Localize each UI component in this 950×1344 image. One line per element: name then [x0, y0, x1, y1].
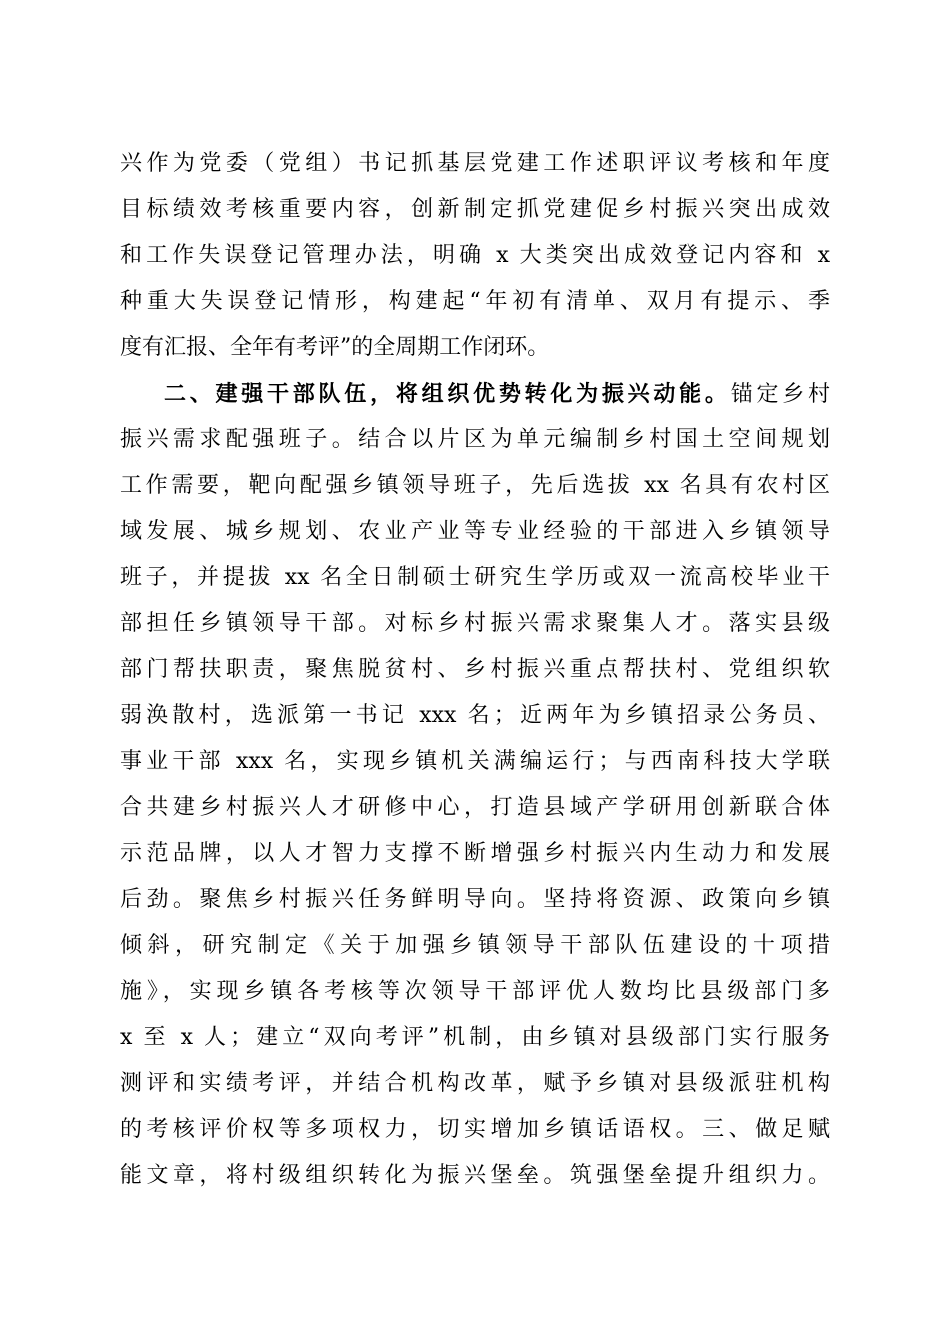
text-line: 部担任乡镇领导干部。对标乡村振兴需求聚集人才。落实县级 [120, 611, 830, 636]
text-line: 部门帮扶职责，聚焦脱贫村、乡村振兴重点帮扶村、党组织软 [120, 657, 830, 682]
text-line: 工作需要，靶向配强乡镇领导班子，先后选拔 xx 名具有农村区 [120, 473, 830, 498]
text-line: 和工作失误登记管理办法，明确 x 大类突出成效登记内容和 x [120, 243, 830, 268]
text-line: 班子，并提拔 xx 名全日制硕士研究生学历或双一流高校毕业干 [120, 565, 830, 590]
text-line: 测评和实绩考评，并结合机构改革，赋予乡镇对县级派驻机构 [120, 1071, 830, 1096]
body-text [120, 141, 830, 1199]
text-line: 事业干部 xxx 名，实现乡镇机关满编运行；与西南科技大学联 [120, 749, 830, 774]
text-line: 后劲。聚焦乡村振兴任务鲜明导向。坚持将资源、政策向乡镇 [120, 887, 830, 912]
text-line: 的考核评价权等多项权力，切实增加乡镇话语权。三、做足赋 [120, 1117, 830, 1142]
section-heading-line [120, 371, 830, 417]
text-line: 弱涣散村，选派第一书记 xxx 名；近两年为乡镇招录公务员、 [120, 703, 830, 728]
text-line: 振兴需求配强班子。结合以片区为单元编制乡村国土空间规划 [120, 427, 830, 452]
text-line: 域发展、城乡规划、农业产业等专业经验的干部进入乡镇领导 [120, 519, 830, 544]
text-line: 施》，实现乡镇各考核等次领导干部评优人数均比县级部门多 [120, 979, 830, 1004]
text-line: 目标绩效考核重要内容，创新制定抓党建促乡村振兴突出成效 [120, 197, 830, 222]
text-line: 倾斜，研究制定《关于加强乡镇领导干部队伍建设的十项措 [120, 933, 830, 958]
heading-line-rest: 锚定乡村 [730, 382, 830, 407]
text-line: x 至 x 人；建立“双向考评”机制，由乡镇对县级部门实行服务 [120, 1025, 830, 1050]
text-line: 度有汇报、全年有考评”的全周期工作闭环。 [120, 335, 550, 360]
text-line: 能文章，将村级组织转化为振兴堡垒。筑强堡垒提升组织力。 [120, 1163, 830, 1188]
text-line: 合共建乡村振兴人才研修中心，打造县域产学研用创新联合体 [120, 795, 830, 820]
text-line: 种重大失误登记情形，构建起“年初有清单、双月有提示、季 [120, 289, 830, 314]
text-line: 示范品牌，以人才智力支撑不断增强乡村振兴内生动力和发展 [120, 841, 830, 866]
text-line: 兴作为党委（党组）书记抓基层党建工作述职评议考核和年度 [120, 151, 830, 176]
section-heading: 二、建强干部队伍，将组织优势转化为振兴动能。 [164, 381, 731, 407]
